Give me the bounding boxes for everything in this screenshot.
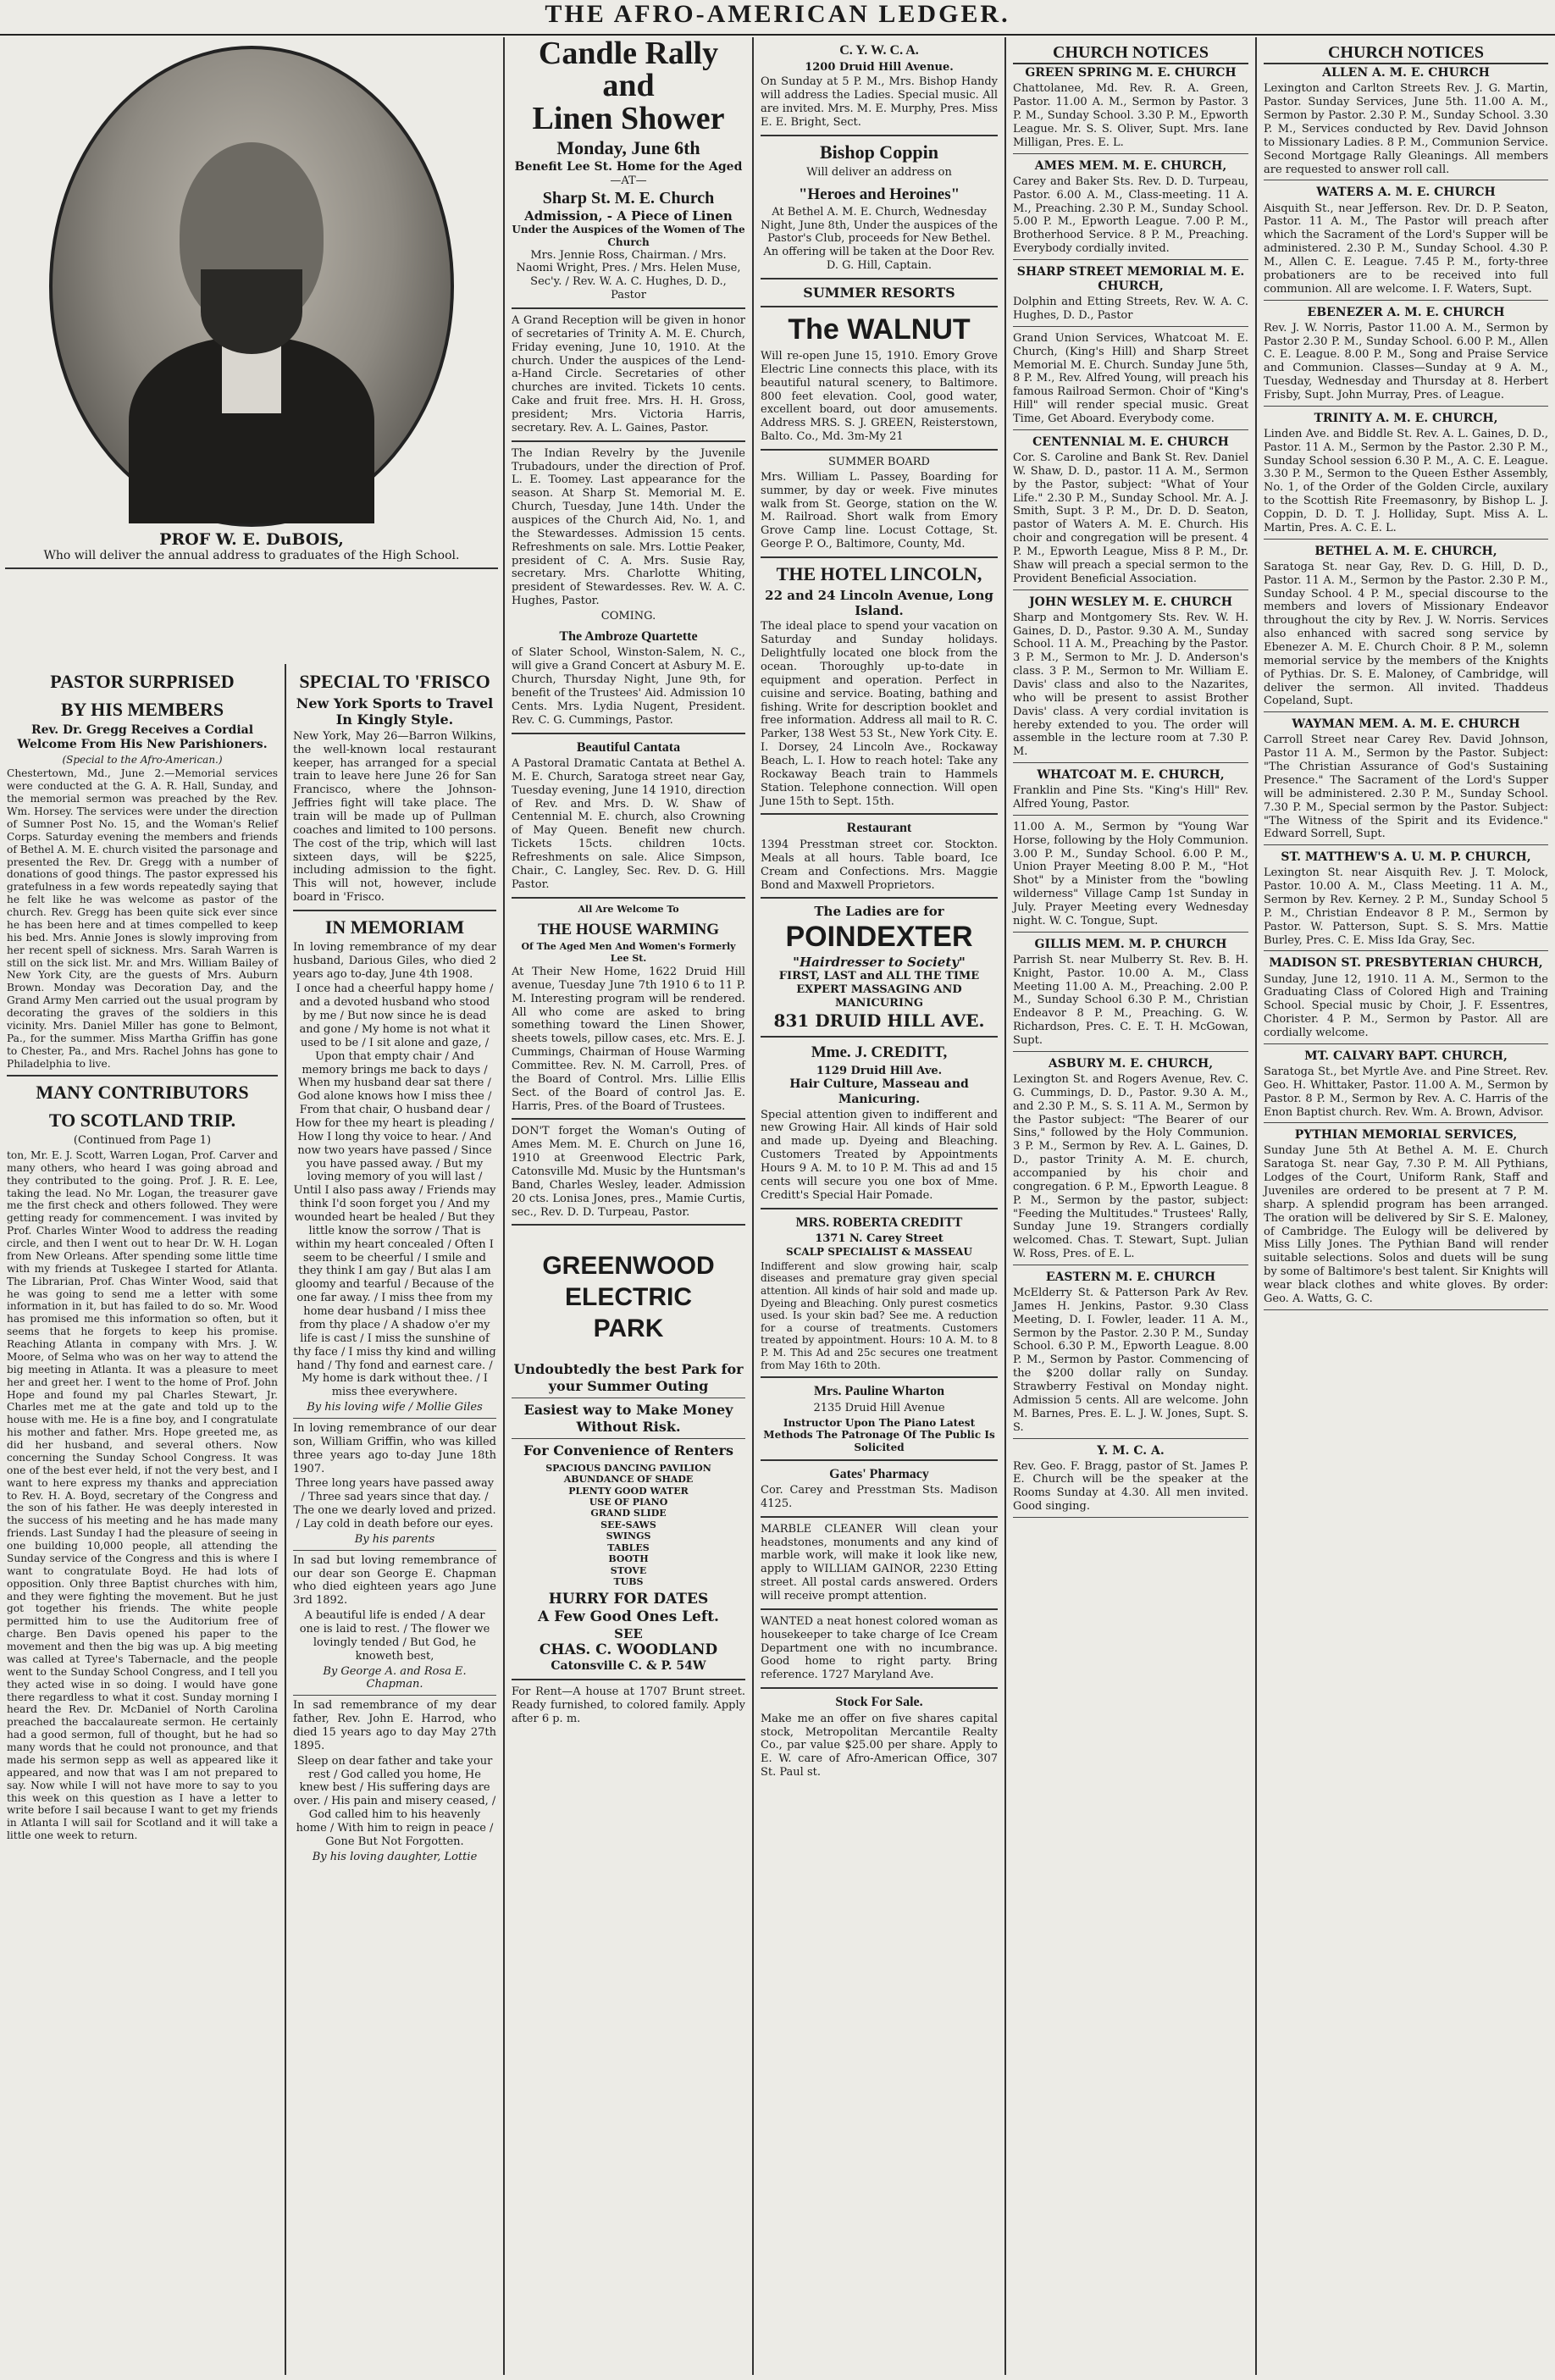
creditt-addr: 1129 Druid Hill Ave. (816, 1064, 943, 1077)
greenwood-l4: HURRY FOR DATES (548, 1591, 709, 1608)
church-notice-text: Rev. Geo. F. Bragg, pastor of St. James P. E. Church will be the speaker at the Rooms Sunday at 4.30. All men invited. Good singing. (1013, 1459, 1248, 1514)
ladies-line: The Ladies are for (814, 904, 944, 920)
notice-restaurant: 1394 Presstman street cor. Stockton. Meals at all hours. Table board, Ice Cream and Confections. Mrs. Maggie Bond and Maxwell Proprietors. (761, 838, 998, 892)
memoriam-p4: In sad remembrance of my dear father, Rev. John E. Harrod, who died 15 years ago to day May 27th 1895. (293, 1699, 496, 1752)
church-notice-text: Chattolanee, Md. Rev. R. A. Green, Pastor. 11.00 A. M., Sermon by Pastor. 3 P. M., Sunday School. 3.30 P. M., Epworth League. Mr. S. S. Oliver, Supt. Mrs. Iane Milligan, Pres. E. L. (1013, 82, 1248, 149)
roberta-head: MRS. ROBERTA CREDITT (795, 1215, 963, 1230)
notice-rent: For Rent—A house at 1707 Brunt street. Ready furnished, to colored family. Apply after 6 p. m. (512, 1685, 745, 1725)
memoriam-sig2: By his parents (354, 1532, 435, 1546)
boarding-head: SUMMER BOARD (828, 455, 930, 468)
church-notice (1013, 1444, 1248, 1519)
candle-names: Mrs. Jennie Ross, Chairman. / Mrs. Naomi Wright, Pres. / Mrs. Helen Muse, Sec'y. / Rev. W. A. C. Hughes, D. D., Pastor (516, 248, 741, 302)
column-2 (286, 666, 503, 2375)
house-sub: Of The Aged Men And Women's Formerly Lee St. (521, 941, 736, 964)
ywca-addr: 1200 Druid Hill Avenue. (805, 60, 954, 74)
column-3 (505, 37, 752, 2375)
greenwood-list-item: GRAND SLIDE (590, 1508, 667, 1519)
notice-gates: Cor. Carey and Presstman Sts. Madison 4125. (761, 1484, 998, 1510)
gates-head: Gates' Pharmacy (829, 1466, 929, 1481)
portrait-subcaption: Who will deliver the annual address to graduates of the High School. (43, 549, 460, 562)
church-name: GREEN SPRING M. E. CHURCH (1025, 66, 1237, 80)
church-notice-text: Parrish St. near Mulberry St. Rev. B. H. Knight, Pastor. 10.00 A. M., Class Meeting 11.00 A. M., Preaching. 2.00 P. M., Sunday School 6.30 P. M., Christian Endeavor 8 P. M., Preaching. G. W. Richardson, Pres. C. E. T. H. McGowan, Supt. (1013, 953, 1248, 1047)
greenwood-l5: A Few Good Ones Left. (538, 1608, 719, 1626)
church-notice-text: Dolphin and Etting Streets, Rev. W. A. C. Hughes, D. D., Pastor (1013, 296, 1248, 323)
notice-coppin: At Bethel A. M. E. Church, Wednesday Night, June 8th, Under the auspices of the Pastor's Club, proceeds for New Bethel. An offering will be taken at the Door Rev. D. G. Hill, Captain. (761, 205, 998, 273)
church-notice-text: Lexington St. near Aisquith Rev. J. T. Molock, Pastor. 10.00 A. M., Class Meeting. 11 A. M., Sermon by Rev. Kerney. 2 P. M., Sunday School 5 P. M., Christian Endeavor 8 P. M., Sermon by Pastor. W. Patterson, Supt. S. S. Mrs. Mattie Burley, Pres. C. E. Miss Ida Gray, Sec. (1264, 866, 1548, 947)
restaurant-head: Restaurant (846, 821, 912, 836)
church-name: ST. MATTHEW'S A. U. M. P. CHURCH, (1281, 850, 1531, 865)
lincoln-head: THE HOTEL LINCOLN, (776, 562, 982, 584)
church-notice-text: Rev. J. W. Norris, Pastor 11.00 A. M., Sermon by Pastor 2.30 P. M., Sunday School. 6.00 P. M., Allen C. E. League. 8.00 P. M., Song and Praise Service and Communion. Classes—Sunday at 9 A. M., Tuesday, Wednesday and Thursday at 8. Herbert Frisby, Supt. John Murray, Pres. of League. (1264, 321, 1548, 401)
church-notice (1264, 66, 1548, 180)
poindexter-head: POINDEXTER (785, 920, 973, 953)
church-name: ALLEN A. M. E. CHURCH (1322, 66, 1490, 80)
memoriam-poem1: I once had a cheerful happy home / and a devoted husband who stood by me / But now since he is dead and gone / My home is not what it used to be / I sit alone and gaze, / Upon that empty chair / And memory brings me back to days / When my husband dear sat there / God alone knows how I miss thee / From that chair, O husband dear / How for thee my heart is pleading / How I long thy voice to hear. / And now two years have passed / Since you have passed away. / But my loving memory of you will last / Until I also pass away / Friends may think I'd soon forget you / And my wounded heart be healed / But they little know the sorrow / That is within my heart concealed / Often I seem to be cheerful / I smile and they think I am gay / But alas I am gloomy and tearful / Because of the one far away. / I miss thee from my home dear husband / I miss thee from thy place / A shadow o'er my life is cast / I miss the sunshine of thy face / I miss thy kind and willing hand / Thy fond and earnest care. / My home is dark without thee. / I miss thee everywhere. (293, 982, 496, 1399)
headline-contrib-1: MANY CONTRIBUTORS (36, 1082, 249, 1104)
church-name: GILLIS MEM. M. P. CHURCH (1034, 937, 1227, 951)
church-notice (1013, 1057, 1248, 1265)
article-special: New York, May 26—Barron Wilkins, the well-known local restaurant keeper, has arranged for a special train to leave here June 26 for San Francisco, where the Johnson-Jeffries fight will take place. The train will be made up of Pullman coaches and limited to 100 persons. The cost of the trip, which will last sixteen days, will be $225, including admission to the fight. This will not, however, include board in 'Frisco. (293, 729, 496, 905)
notice-house: At Their New Home, 1622 Druid Hill avenue, Tuesday June 7th 1910 6 to 11 P. M. Interesting program will be rendered. All who come are asked to bring something toward the Linen Shower, sheets towels, pillow cases, etc. Mrs. E. J. Cummings, Chairman of House Warming Committee. Rev. N. M. Carroll, Pres. of the Board of Control. Mrs. Lillie Ellis Sect. of the Board of control Jas. E. Harris, Pres. of the Board of Trustees. (512, 966, 745, 1113)
headline-contrib-2: TO SCOTLAND TRIP. (48, 1110, 236, 1132)
church-notice-text: Saratoga St., bet Myrtle Ave. and Pine Street. Rev. Geo. H. Whittaker, Pastor. 11.00 A. M., Sermon by Pastor. 8 P. M., Sermon by Rev. A. C. Harris of the Enon Baptist church. Rev. Wm. A. Brown, Advisor. (1264, 1065, 1548, 1119)
church-notice (1013, 435, 1248, 590)
church-notice-text: Aisquith St., near Jefferson. Rev. Dr. D. P. Seaton, Pastor. 11 A. M., The Pastor will preach after which the Sacrament of the Lord's Supper will be administered. 2.30 P. M., Sunday School. 4.30 P. M., Allen C. E. League. 7.45 P. M., forty-three probationers are to be received into full communion. All are welcome. I. F. Waters, Supt. (1264, 202, 1548, 296)
memoriam-sig4: By his loving daughter, Lottie (312, 1850, 478, 1863)
greenwood-list-item: SPACIOUS DANCING PAVILION (545, 1462, 711, 1474)
church-name: TRINITY A. M. E. CHURCH, (1314, 411, 1498, 425)
poindexter-addr: 831 DRUID HILL AVE. (773, 1010, 985, 1032)
greenwood-list-item: TABLES (607, 1541, 650, 1553)
greenwood-l2: Easiest way to Make Money Without Risk. (523, 1402, 733, 1435)
church-notice (1264, 412, 1548, 540)
roberta-addr: 1371 N. Carey Street (815, 1232, 944, 1246)
notice-walnut: Will re-open June 15, 1910. Emory Grove Electric Line connects this place, with its beautiful natural scenery, to Baltimore. 800 feet elevation. Cool, good water, excellent board, out door amusements. Address MRS. S. J. GREEN, Reisterstown, Balto. Co., Md. 3m-My 21 (761, 349, 998, 444)
memoriam-poem4: Sleep on dear father and take your rest / God called you home, He knew best / His suffering days are over. / His pain and misery ceased, / God called him to his heavenly home / With him to reign in peace / Gone But Not Forgotten. (293, 1754, 496, 1848)
notice-marble: MARBLE CLEANER Will clean your headstones, monuments and any kind of marble work, will make it look like new, apply to WILLIAM GAINOR, 2230 Etting street. All postal cards answered. Orders will receive prompt attention. (761, 1522, 998, 1603)
greenwood-list-item: PLENTY GOOD WATER (568, 1485, 689, 1497)
memoriam-p2: In loving remembrance of our dear son, William Griffin, who was killed three years ago to-day June 18th 1907. (293, 1421, 496, 1475)
walnut-head: The WALNUT (788, 313, 971, 346)
notice-ywca: On Sunday at 5 P. M., Mrs. Bishop Handy will address the Ladies. Special music. All are invited. Mrs. M. E. Murphy, Pres. Miss E. E. Bright, Sect. (761, 75, 998, 129)
church-name: WAYMAN MEM. A. M. E. CHURCH (1292, 717, 1520, 732)
notice-revelry: The Indian Revelry by the Juvenile Trubadours, under the direction of Prof. L. E. Toomey. Last appearance for the season. At Sharp St. Memorial M. E. Church, Tuesday, June 14th. Under the auspices of the Church Aid, No. 1, and the Stewardesses. Admission 15 cents. Refreshments on sale. Mrs. Lottie Peaker, president of C. A. Mrs. Susie Ray, secretary. Mrs. Charlotte Whiting, president of Stewardesses. Rev. W. A. C. Hughes, Pastor. (512, 446, 745, 608)
notice-wanted: WANTED a neat honest colored woman as housekeeper to take charge of Ice Cream Department one with no incumbrance. Good home to right party. Bring reference. 1727 Maryland Ave. (761, 1614, 998, 1682)
cantata-head: Beautiful Cantata (576, 739, 681, 755)
church-name: ASBURY M. E. CHURCH, (1048, 1056, 1214, 1071)
continued-note: (Continued from Page 1) (73, 1134, 212, 1148)
portrait-section (0, 37, 503, 664)
greenwood-list (512, 1463, 745, 1587)
poindexter-l1: FIRST, LAST and ALL THE TIME (778, 970, 980, 983)
church-name: PYTHIAN MEMORIAL SERVICES, (1294, 1128, 1518, 1143)
article-pastor: Chestertown, Md., June 2.—Memorial services were conducted at the G. A. R. Hall, Sunday, and the memorial sermon was preached by the Rev. Wm. Horsey. The services were under the direction of Sumner Post No. 15, and the Woman's Relief Corps. Saturday evening the members and friends of Bethel A. M. E. church visited the parsonage and presented the Rev. Dr. Gregg with a number of donations of good things. The pastor expressed his gratefulness in a few words repeatedly saying that he felt like he was welcome as pastor of the church. Rev. Gregg has been quite sick ever since he has been here and at times compelled to keep his bed. Mrs. Annie Jones is slowly improving from her recent spell of sickness. Mrs. Sarah Warren is still on the sick list. Mr. and Mrs. William Bailey of New York City, are the guests of Mrs. Auburn Brown. Monday was Decoration Day, and the Grand Army Men carried out the usual program by decorating the graves of the soldiers in this vicinity. Mrs. Daniel Miller has gone to Belmont, Pa., for the summer. Miss Martha Griffin has gone to Chester, Pa., and Mrs. Rachel Johns has gone to Philadelphia to live. (7, 767, 278, 1070)
church-notice (1013, 768, 1248, 816)
greenwood-l8: Catonsville C. & P. 54W (551, 1658, 706, 1673)
church-notice (1013, 1270, 1248, 1439)
church-name: Y. M. C. A. (1097, 1443, 1165, 1458)
greenwood-list-item: USE OF PIANO (589, 1497, 668, 1508)
church-notice (1264, 956, 1548, 1043)
candle-admission: Admission, - A Piece of Linen (524, 208, 733, 224)
church-notice-text: Carroll Street near Carey Rev. David Johnson, Pastor 11 A. M., Sermon by the Pastor. Subject: "The Christian Assurance of God's Sustaining Presence." The Sacrament of the Lord's Supper will be administered. 2.30 P. M., Sunday School. 7.30 P. M., Special sermon by the Pastor. Subject: "The Witness of the Spirit and its Evidence." Edward Sorrell, Supt. (1264, 733, 1548, 841)
notice-lincoln: The ideal place to spend your vacation on Saturday and Sunday holidays. Delightfully located one block from the ocean. Thoroughly up-to-date in equipment and operation. Perfect in cuisine and service. Boating, bathing and fishing. Write for description booklet and free information. Address all mail to R. C. Parker, 138 West 53 St., New York City. E. I. Dorsey, 24 Lincoln Ave., Rockaway Beach, L. I. How to reach hotel: Take any Rockaway Beach train to Hammels Station. Telephone connection. Will open June 15th to Sept. 15th. (761, 620, 998, 808)
coppin-title: "Heroes and Heroines" (798, 185, 960, 203)
church-notice-text: Sunday June 5th At Bethel A. M. E. Church Saratoga St. near Gay, 7.30 P. M. All Pythians, Lodges of the Court, Uniform Rank, Staff and Juveniles are ordered to be present at 7 P. M. sharp. A splendid program has been arranged. The oration will be delivered by Sir S. E. Maloney, of Cambridge. The Eulogy will be delivered by Miss Lilly Jones. The Pythian Band will render suitable selections. Solos and duets will be sung by some of Baltimore's best talent. Sir Knights will wear black clothes and white gloves. By order: Geo. A. Watts, G. C. (1264, 1144, 1548, 1305)
notice-roberta: Indifferent and slow growing hair, scalp diseases and premature gray given special attention. All kinds of hair sold and made up. Dyeing and Bleaching. Only purest cosmetics used. Is your skin bad? See me. A reduction for a course of treatments. Customers treated by appointment. Hours: 10 A. M. to 8 P. M. This Ad and 25c secures one treatment from May 16th to 20th. (761, 1259, 998, 1371)
church-notice-text: Franklin and Pine Sts. "King's Hill" Rev. Alfred Young, Pastor. (1013, 784, 1248, 811)
house-head: THE HOUSE WARMING (538, 921, 719, 939)
candle-h4: Benefit Lee St. Home for the Aged (514, 159, 743, 174)
poindexter-l2: EXPERT MASSAGING AND MANICURING (796, 983, 962, 1010)
memoriam-p3: In sad but loving remembrance of our dear son George E. Chapman who died eighteen years ago June 3rd 1892. (293, 1553, 496, 1608)
church-notice (1013, 265, 1248, 327)
memoriam-poem3: A beautiful life is ended / A dear one is laid to rest. / The flower we lovingly tended / But God, he knoweth best, (299, 1609, 490, 1663)
church-name: WATERS A. M. E. CHURCH (1316, 185, 1496, 200)
church-notices-list (1013, 66, 1248, 1518)
church-name: EBENEZER A. M. E. CHURCH (1307, 305, 1505, 319)
creditt-sub: Hair Culture, Masseau and Manicuring. (789, 1077, 969, 1106)
church-name: WHATCOAT M. E. CHURCH, (1037, 768, 1225, 783)
headline-pastor-2: BY HIS MEMBERS (60, 698, 224, 720)
church-notice (1264, 717, 1548, 845)
church-name: AMES MEM. M. E. CHURCH, (1034, 158, 1227, 173)
resorts-head: SUMMER RESORTS (803, 284, 955, 301)
notice-cantata: A Pastoral Dramatic Cantata at Bethel A. M. E. Church, Saratoga street near Gay, Tuesday evening, June 14 1910, direction of Rev. and Mrs. D. W. Shaw of Centennial M. E. church, also Crowning of May Queen. Benefit new church. Tickets 15cts. children 10cts. Refreshments on sale. Alice Simpson, Chair., C. Langley, Sec. Rev. D. G. Hill Pastor. (512, 757, 745, 891)
ywca-head: C. Y. W. C. A. (839, 43, 919, 58)
portrait-dubois (49, 46, 454, 527)
church-notice (1013, 595, 1248, 764)
masthead: THE AFRO-AMERICAN LEDGER. (0, 0, 1555, 36)
greenwood-list-item: STOVE (610, 1564, 647, 1576)
notice-ambrose: of Slater School, Winston-Salem, N. C., will give a Grand Concert at Asbury M. E. Church, Thursday Night, June 9th, for benefit of the Trustees' Aid. Admission 10 Cents. Mrs. Lydia Nugent, President. Rev. C. G. Cummings, Pastor. (512, 646, 745, 727)
candle-h1: Candle Rally and (538, 37, 719, 103)
notice-reception: A Grand Reception will be given in honor of secretaries of Trinity A. M. E. Church, Friday evening, June 10, 1910. At the church. Under the auspices of the Lend-a-Hand Circle. Secretaries of other churches are invited. Tickets 10 cents. Cake and fruit free. Mrs. H. H. Gross, president; Mrs. Victoria Harris, secretary. Rev. A. L. Gaines, Pastor. (512, 313, 745, 434)
candle-h5: Sharp St. M. E. Church (542, 188, 715, 208)
greenwood-h1: GREENWOOD (542, 1252, 715, 1281)
church-notice-text: Sunday, June 12, 1910. 11 A. M., Sermon to the Graduating Class of Colored High and Training School. Special music by Choir, J. F. Essentres, Chorister. 4 P. M., Sermon by Pastor. All are cordially welcome. (1264, 972, 1548, 1039)
house-pre: All Are Welcome To (578, 903, 679, 915)
headline-special: SPECIAL TO 'FRISCO (299, 671, 490, 692)
greenwood-list-item: SWINGS (606, 1530, 651, 1542)
church-name: SHARP STREET MEMORIAL M. E. CHURCH, (1016, 265, 1245, 294)
church-name: MADISON ST. PRESBYTERIAN CHURCH, (1269, 956, 1543, 971)
notice-creditt: Special attention given to indifferent and new Growing Hair. All kinds of Hair sold and made up. Dyeing and Bleaching. Customers Treated by Appointments Hours 9 A. M. to 10 P. M. This ad and 15 cents will secure you one box of Mme. Creditt's Special Hair Pomade. (761, 1108, 998, 1202)
notice-stock: Make me an offer on five shares capital stock, Metropolitan Mercantile Realty Co., par value $25.00 per share. Apply to E. W. care of Afro-American Office, 307 St. Paul st. (761, 1712, 998, 1779)
memoriam-sig3: By George A. and Rosa E. Chapman. (323, 1664, 467, 1691)
church-notice (1264, 1049, 1548, 1124)
church-notice (1264, 306, 1548, 407)
church-notice-text: 11.00 A. M., Sermon by "Young War Horse, following by the Holy Communion. 3.00 P. M., Sunday School. 6.00 P. M., Union Prayer Meeting 8.00 P. M., "Hot Shot" by a Minister from the "bowling wilderness" Village Camp 1st Sunday in July. Prayer Meeting every Wednesday night. W. C. Tongue, Supt. (1013, 820, 1248, 927)
candle-under: Under the Auspices of the Women of The Church (512, 224, 745, 248)
church-name: EASTERN M. E. CHURCH (1045, 1270, 1216, 1284)
church-notice-text: Lexington St. and Rogers Avenue, Rev. C. G. Cummings, D. D., Pastor. 9.30 A. M., and 2.30 P. M., S. S. 11 A. M., Sermon by the Pastor subject: "The Bearer of our Sins," followed by the Holy Communion. 3 P. M., Sermon by Rev. A. L. Gaines, D. D., pastor Trinity A. M. E. church, accompanied by his choir and congregation. 6 P. M., Epworth League. 8 P. M., Sermon by the pastor, subject: "Feeding the Multitudes." Trustees' Rally, Sunday June 19. Strangers cordially welcomed. Chas. T. Stewart, Supt. Julian W. Ross, Pres. of E. L. (1013, 1072, 1248, 1261)
church-notice-text: Saratoga St. near Gay, Rev. D. G. Hill, D. D., Pastor. 11 A. M., Sermon by the Pastor. 2.30 P. M., Sunday School. 4 P. M., special discourse to the members and lovers of Missionary Endeavor throughout the city by Rev. J. W. Norris. Services also enhanced with sacred song service by Ebenezer A. M. E. Church Choir. 8 P. M., solemn memorial service by the members of the Knights of Pythias. Dr. S. E. Maloney, of Cambridge, will deliver the sermon. All invited. Thaddeus Copeland, Supt. (1264, 560, 1548, 708)
greenwood-list-item: SEE-SAWS (600, 1519, 656, 1530)
greenwood-l1: Undoubtedly the best Park for your Summer Outing (513, 1361, 744, 1394)
dateline: (Special to the Afro-American.) (62, 753, 223, 766)
notice-wharton: Instructor Upon The Piano Latest Methods The Patronage Of The Public Is Solicited (763, 1416, 995, 1453)
headline-pastor-1: PASTOR SURPRISED (50, 671, 235, 692)
poindexter-sub: "Hairdresser to Society" (793, 955, 966, 971)
memoriam-sig1: By his loving wife / Mollie Giles (307, 1401, 483, 1414)
church-name: CENTENNIAL M. E. CHURCH (1032, 434, 1229, 449)
candle-h2: Linen Shower (532, 101, 725, 136)
roberta-sub: SCALP SPECIALIST & MASSEAU (786, 1246, 972, 1258)
church-notice-text: Cor. S. Caroline and Bank St. Rev. Daniel W. Shaw, D. D., pastor. 11 A. M., Sermon by the Pastor, subject: "What of Your Life." 2.30 P. M., Sunday School. Mr. A. J. Smith, Supt. 3 P. M., Dr. D. D. Seaton, pastor of Waters A. M. E. Church. His choir and congregation will be present. 4 P. M., Epworth League, Miss 8 P. M., Dr. Shaw will preach a special sermon to the Provident Beneficial Association. (1013, 451, 1248, 585)
church-name: JOHN WESLEY M. E. CHURCH (1029, 595, 1232, 609)
greenwood-list-item: ABUNDANCE OF SHADE (563, 1474, 694, 1486)
greenwood-l7: CHAS. C. WOODLAND (539, 1641, 718, 1659)
church-notice (1013, 821, 1248, 933)
headline-memoriam: IN MEMORIAM (324, 916, 465, 938)
article-contributors: ton, Mr. E. J. Scott, Warren Logan, Prof. Carver and many others, who heard I was going abroad and they contributed to the going. Prof. J. R. E. Lee, taking the lead. No Mr. Logan, the treasurer gave me the first check and others followed. They were getting ready for commencement. I was invited by Prof. Charles Winter Wood to address the reading circle, and then I went out to hear Dr. W. H. Logan from New Orleans. After spending some little time with my friends at Tuskegee I started for Atlanta. The Librarian, Prof. Chas Winter Wood, said that he was going to send me a letter with some information in it, but has failed to do so. Mr. Wood has promised me this information so often, but it seems that he forgets to keep his promise. Reaching Atlanta in company with Mrs. J. W. Moore, of Selma who was on her way to attend the big meeting in Atlanta. It was a pleasure to meet her and greet her. I went to the home of Prof. John Hope and found my pal Charles Stewart, Jr. Charles met me at the gate and told up to the house with me. He is a fine boy, and I congratulate his mother and father. Mrs. Hope greeted me, as did her husband, and several others. Now concerning the Sunday School Congress. It was one of the best ever held, if not the very best, and I want to here express my thanks and appreciation to Rev. H. A. Boyd, secretary of the Congress and the son of his father. He was deeply interested in the success of his meeting and he has made many friends. Last Sunday I had the pleasure of seeing in one building 10,000 people, all attending the Sunday service of the Congress and this is where I want to congratulate Boyd. He had lots of opposition. Only three Baptist churches with him, and they were fighting the movement. But he just got together his friends. The white people permitted him to use the Auditorium free of charge. Ben Davis opened his paper to the movement and then the big was up. A big meeting was called at Tyree's Tabernacle, and the people went to the Sunday School Congress, and I tell you they acted wise in so doing. I would have gone there regardless to what it cost. Sunday morning I heard the Rev. Dr. McDaniel of North Carolina preached the baccalaureate sermon. He certainly had a good sermon, full of thought, but he had so many words that he could not pronounce, and that made his sermon sepp as well as appeared like it appeared, and now that was I am not prepared to say. Now while I will not have more to say to you this week on this question as I have a letter to write before I sail because I want to get my friends in Atlanta I will sail for Scotland and it will take a little one week to return. (7, 1148, 278, 1842)
candle-at: —AT— (610, 174, 647, 187)
greenwood-h3: PARK (593, 1314, 664, 1342)
candle-h3: Monday, June 6th (556, 136, 700, 158)
church-notice (1013, 66, 1248, 153)
column-6 (1257, 37, 1555, 2375)
subhead-pastor: Rev. Dr. Gregg Receives a Cordial Welcome From His New Parishioners. (17, 722, 268, 751)
church-notice-text: Linden Ave. and Biddle St. Rev. A. L. Gaines, D. D., Pastor. 11 A. M., Sermon by the Pastor. 2.30 P. M., Sunday School session 6.30 P. M., A. C. E. League. 3.30 P. M., Sermon to the Queen Esther Assembly, No. 1, of the Order of the Golden Circle, auxilary to the Scottish Rite Freemasonry, by Bishop L. J. Coppin, D. D. T. J. Holliday, Supt. Miss A. L. Martin, Pres. A. C. E. L. (1264, 427, 1548, 534)
church-notice-text: Lexington and Carlton Streets Rev. J. G. Martin, Pastor. Sunday Services, June 5th. 11.00 A. M., Sermon by Pastor. 2.30 P. M., Sunday School. 3.30 P. M., Services conducted by Rev. David Johnson to Missionary Ladies. 8 P. M., Communion Service. Second Mortgage Rally Gleanings. All members are requested to answer roll call. (1264, 82, 1548, 176)
church-notice (1013, 159, 1248, 260)
portrait-caption: PROF W. E. DuBOIS, (159, 530, 344, 549)
church-name: MT. CALVARY BAPT. CHURCH, (1304, 1049, 1508, 1063)
greenwood-list-item: TUBS (613, 1575, 644, 1587)
church-notice (1264, 1128, 1548, 1309)
greenwood-l3: For Convenience of Renters (523, 1442, 733, 1459)
memoriam-poem2: Three long years have passed away / Three sad years since that day. / The one we dearly loved and prized. / Lay cold in death before our eyes. (293, 1477, 496, 1530)
church-notice-text: McElderry St. & Patterson Park Av Rev. James H. Jenkins, Pastor. 9.30 Class Meeting, D. I. Fowler, leader. 11 A. M., Sermon by the Pastor. 2.30 P. M., Sunday School. 6.30 P. M., Epworth League. 8.00 P. M., Sermon by Pastor. Commencing of the $200 dollar rally on Sunday. Strawberry Festival on Monday night. Admission 5 cents. All are welcome. John M. Barnes, Pres. E. L. J. W. Jones, Supt. S. S. (1013, 1287, 1248, 1434)
church-notice (1013, 332, 1248, 430)
greenwood-list-item: BOOTH (608, 1553, 649, 1565)
church-notice-text: Sharp and Montgomery Sts. Rev. W. H. Gaines, D. D., Pastor. 9.30 A. M., Sunday School. 11 A. M., Preaching by the Pastor. 3 P. M., Sermon to Mr. J. D. Anderson's class. 3 P. M., Sermon to Mr. William E. Davis' class and also to the Nazarites, who will be present to assist Brother Davis' class. A very cordial invitation is hereby extended to you. The order will assemble in the lecture room at 7.30 P. M. (1013, 611, 1248, 759)
greenwood-l6: SEE (614, 1625, 643, 1641)
church-notice (1264, 185, 1548, 300)
church-notice (1013, 938, 1248, 1052)
wharton-addr: 2135 Druid Hill Avenue (813, 1401, 945, 1414)
church-notice (1264, 850, 1548, 951)
creditt-head: Mme. J. CREDITT, (811, 1043, 948, 1062)
subhead-special: New York Sports to Travel In Kingly Style. (296, 695, 494, 728)
coppin-head: Bishop Coppin (819, 141, 939, 163)
church-name: BETHEL A. M. E. CHURCH, (1314, 544, 1497, 558)
notice-outing: DON'T forget the Woman's Outing of Ames Mem. M. E. Church on June 16, 1910 at Greenwood Electric Park, Catonsville Md. Music by the Huntsman's Band, Charles Wesley, leader. Admission 20 cts. Lonisa Jones, pres., Mamie Curtis, sec., Rev. D. D. Turpeau, Pastor. (512, 1125, 745, 1219)
church-notice (1264, 545, 1548, 713)
memoriam-p1: In loving remembrance of my dear husband, Darious Giles, who died 2 years ago to-day, June 4th 1908. (293, 940, 496, 981)
ambrose-head: The Ambroze Quartette (559, 628, 698, 644)
column-4 (754, 37, 1004, 2375)
coming-label: COMING. (600, 609, 656, 623)
column-1 (0, 666, 285, 2375)
greenwood-h2: ELECTRIC (565, 1283, 692, 1312)
lincoln-sub: 22 and 24 Lincoln Avenue, Long Island. (765, 587, 993, 619)
church-notices-head-2: CHURCH NOTICES (1264, 42, 1548, 64)
church-notice-text: Carey and Baker Sts. Rev. D. D. Turpeau, Pastor. 6.00 A. M., Class-meeting. 11 A. M., Preaching. 2.30 P. M., Sunday School. 5.00 P. M., Epworth League. 7.00 P. M., Brotherhood Service. 8 P. M., Preaching. Everybody cordially invited. (1013, 174, 1248, 256)
coppin-sub: Will deliver an address on (806, 165, 952, 179)
stock-head: Stock For Sale. (835, 1695, 923, 1710)
church-notices-list-2 (1264, 66, 1548, 1309)
wharton-head: Mrs. Pauline Wharton (814, 1384, 944, 1399)
church-notice-text: Grand Union Services, Whatcoat M. E. Church, (King's Hill) and Sharp Street Memorial M. E. Church. Sunday June 5th, 8 P. M., Rev. Alfred Young, will preach his famous Railroad Sermon. Choir of "King's Hill" will render special music. Great Time, Get Aboard. Everybody come. (1013, 331, 1248, 426)
column-5 (1006, 37, 1255, 2375)
church-notices-head: CHURCH NOTICES (1013, 42, 1248, 64)
notice-boarding: Mrs. William L. Passey, Boarding for summer, by day or week. Five minutes walk from St. George, station on the W. M. Railroad. Short walk from Emory Grove Camp line. Locust Cottage, St. George P. O., Baltimore, County, Md. (761, 470, 998, 551)
